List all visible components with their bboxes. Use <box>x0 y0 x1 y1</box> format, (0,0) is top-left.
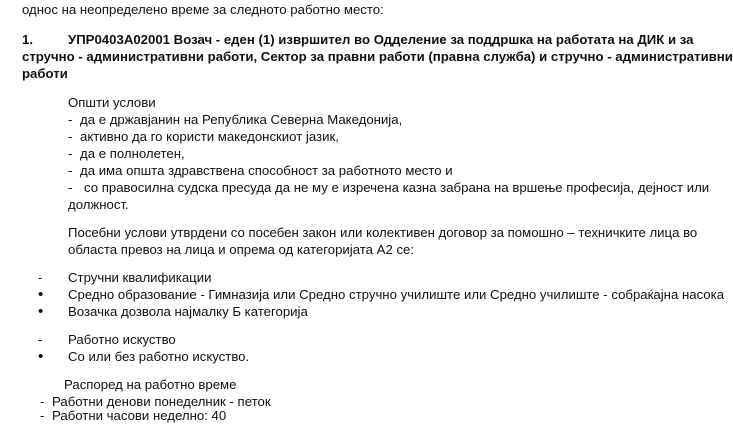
qualification-item <box>38 287 724 303</box>
intro-line: однос на неопределено време за следното работно место: <box>22 2 384 17</box>
general-condition-item <box>68 180 709 196</box>
dash-marker: - <box>40 394 45 409</box>
schedule-text: Работни часови неделно: 40 <box>52 408 227 423</box>
schedule-item <box>40 408 226 424</box>
dash-marker: - <box>38 270 43 285</box>
qualifications-title: Стручни квалификации <box>68 270 212 285</box>
general-conditions-title: Општи услови <box>68 95 156 110</box>
schedule-text: Работни денови понеделник - петок <box>52 394 271 409</box>
dash-marker: - <box>68 129 73 144</box>
bullet-marker: • <box>38 303 44 320</box>
dash-marker: - <box>68 146 73 161</box>
position-heading-line-1: УПР0403А02001 Возач - еден (1) извршител во Одделение за поддршка на работата на ДИК и за <box>68 32 694 47</box>
general-condition-item <box>68 112 402 128</box>
general-condition-text: со правосилна судска пресуда да не му е изречена казна забрана на вршење професија, дејност или <box>84 180 710 195</box>
dash-marker: - <box>38 332 43 347</box>
qualification-text: Возачка дозвола најмалку Б категорија <box>68 304 308 319</box>
special-conditions-line-1: Посебни услови утврдени со посебен закон или колективен договор за помошно – техничките лица во <box>68 225 698 240</box>
general-condition-item <box>68 146 185 162</box>
experience-title: Работно искуство <box>68 332 176 347</box>
position-heading-line-2: стручно - административни работи, Сектор за правни работи (правна служба) и стручно - административни <box>22 49 733 64</box>
special-conditions-line-2: областа превоз на лица и опрема од категоријата А2 се: <box>68 242 415 257</box>
experience-heading <box>38 332 176 348</box>
qualification-text: Средно образование - Гимназија или Средно стручно училиште или Средно училиште - собраќајна насока <box>68 287 725 302</box>
general-condition-item <box>68 129 339 145</box>
qualifications-heading <box>38 270 211 286</box>
bullet-marker: • <box>38 348 44 365</box>
dash-marker: - <box>68 163 73 178</box>
general-condition-item <box>68 163 453 179</box>
qualification-item <box>38 304 308 320</box>
schedule-title: Распоред на работно време <box>64 377 237 392</box>
dash-marker: - <box>68 112 73 127</box>
dash-marker: - <box>68 180 73 195</box>
experience-item <box>38 349 249 365</box>
general-condition-text: да е државјанин на Република Северна Македонија, <box>80 112 403 127</box>
position-number: 1. <box>22 32 33 47</box>
experience-text: Со или без работно искуство. <box>68 349 250 364</box>
dash-marker: - <box>40 408 45 423</box>
position-heading-line-3: работи <box>22 66 68 81</box>
general-condition-text: да е полнолетен, <box>80 146 185 161</box>
general-condition-text: да има општа здравствена способност за работното место и <box>80 163 453 178</box>
general-condition-continuation: должност. <box>68 197 129 212</box>
bullet-marker: • <box>38 286 44 303</box>
general-condition-text: активно да го користи македонскиот јазик, <box>80 129 339 144</box>
